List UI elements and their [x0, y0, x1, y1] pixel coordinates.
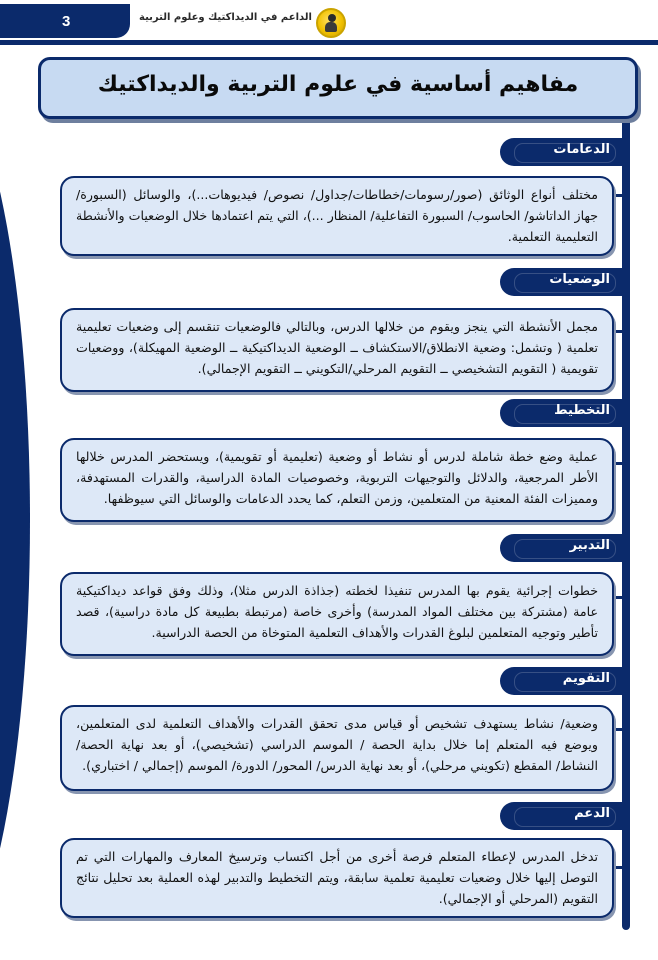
section-label: الوضعيات — [549, 272, 610, 287]
section-label: التدبير — [569, 538, 610, 553]
connector — [614, 866, 626, 869]
section-text: تدخل المدرس لإعطاء المتعلم فرصة أخرى من أجل اكتساب وترسيخ المعارف والمهارات التي تم التوصل إليها خلال وضعيات تعليمية تعلمية سابقة، ويتم التخطيط والتدبير لهذه العملية بعد تحليل نتائج التقويم (المرحلي أو الإجمالي). — [76, 849, 598, 906]
section-text: خطوات إجرائية يقوم بها المدرس تنفيذا لخطته (جذاذة الدرس مثلا)، وذلك وفق قواعد ديداكتيكية عامة (مشتركة بين مختلف المواد المدرسة) وأخرى خاصة (مرتبطة بطبيعة كل مادة دراسية)، قصد تأطير وتوجيه المتعلمين لبلوغ القدرات والأهداف التعلمية المتوخاة من الحصة الدراسية. — [76, 583, 598, 640]
section-box-planning — [60, 438, 614, 522]
connector — [614, 462, 626, 465]
header-divider — [0, 40, 658, 45]
section-label: التخطيط — [554, 403, 610, 418]
section-tab-planning — [500, 399, 624, 427]
section-label: الدعم — [574, 806, 610, 821]
title-banner — [38, 57, 638, 119]
page-header — [0, 0, 658, 44]
page-title: مفاهيم أساسية في علوم التربية والديداكتيك — [97, 72, 579, 97]
section-label: الدعامات — [553, 142, 610, 157]
mascot-logo-icon — [316, 8, 346, 38]
section-text: مجمل الأنشطة التي ينجز ويقوم من خلالها الدرس، وبالتالي فالوضعيات تنقسم إلى وضعيات تعليمية تعلمية ( وتشمل: وضعية الانطلاق/الاستكشاف ــ الوضعية الديداكتيكية ــ الوضعية المهيكلة)، ووضعيات تقويمية ( التقويم التشخيصي ــ التقويم المرحلي/التكويني ــ التقويم الإجمالي). — [76, 319, 598, 376]
section-box-supports — [60, 176, 614, 256]
section-tab-evaluation — [500, 667, 624, 695]
section-box-evaluation — [60, 705, 614, 791]
section-tab-management — [500, 534, 624, 562]
section-tab-situations — [500, 268, 624, 296]
connector — [614, 330, 626, 333]
connector — [614, 596, 626, 599]
logo-body — [325, 22, 337, 32]
connector — [614, 728, 626, 731]
header-caption: الداعم في الديداكتيك وعلوم التربية — [139, 12, 312, 23]
section-box-management — [60, 572, 614, 656]
page-number-tab — [0, 4, 130, 38]
decorative-left-arc — [0, 60, 30, 960]
page-number: 3 — [62, 13, 71, 30]
section-text: مختلف أنواع الوثائق (صور/رسومات/خطاطات/جداول/ نصوص/ فيديوهات...)، والوسائل (السبورة/ جهاز الداتاشو/ الحاسوب/ السبورة التفاعلية/ المنظار ...)، التي يتم اعتمادها خلال الوضعيات والأنشطة التعليمية التعلمية. — [76, 187, 598, 244]
section-text: عملية وضع خطة شاملة لدرس أو نشاط أو وضعية (تعليمية أو تقويمية)، ويستحضر المدرس خلالها الأطر المرجعية، والدلائل والتوجيهات التربوية، وخصوصيات المادة الدراسية، والقدرات المستهدفة، ومميزات الفئة المعنية من المتعلمين، وزمن التعلم، كما يحدد الدعامات والوسائل التي سيوظفها. — [76, 449, 598, 506]
section-box-support — [60, 838, 614, 918]
section-tab-supports — [500, 138, 624, 166]
section-text: وضعية/ نشاط يستهدف تشخيص أو قياس مدى تحقق القدرات والأهداف التعلمية لدى المتعلمين، ويوضع فيه المتعلم إما خلال بداية الحصة / الموسم الدراسي (تشخيصي)، أو بعد نهاية الحصة/ النشاط/ المقطع (تكويني مرحلي)، أو بعد نهاية الدرس/ المحور/ الدورة/ الموسم (إجمالي / اختباري). — [76, 716, 598, 773]
section-box-situations — [60, 308, 614, 392]
logo-head — [328, 14, 336, 22]
section-label: التقويم — [562, 671, 610, 686]
connector — [614, 194, 626, 197]
section-tab-support — [500, 802, 624, 830]
